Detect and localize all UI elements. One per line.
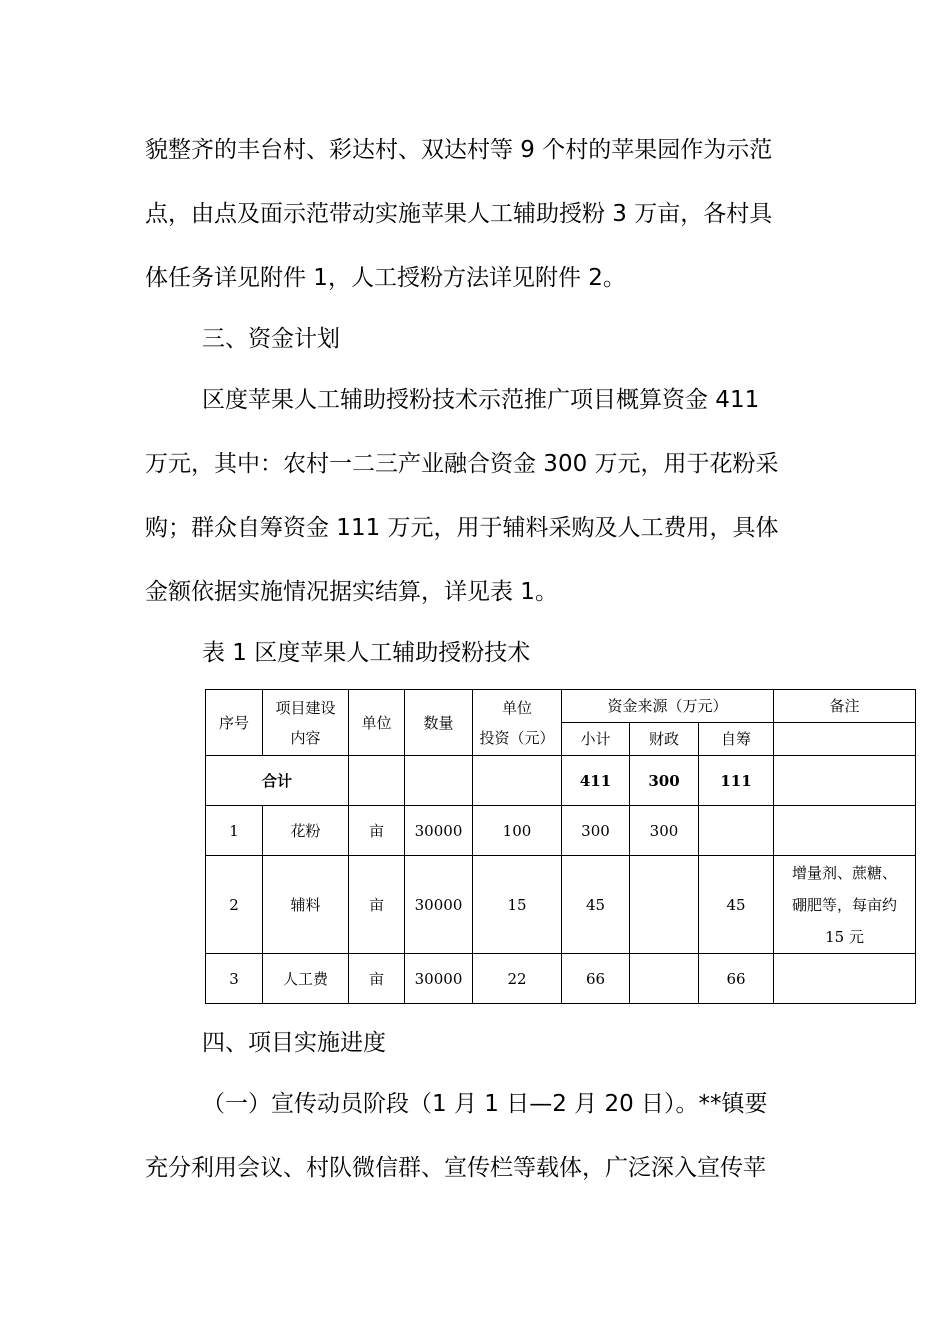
cell-item: 花粉 [263,806,349,856]
paragraph-line: 充分利用会议、村队微信群、宣传栏等载体，广泛深入宣传苹 [145,1155,766,1181]
header-unit-investment-line: 单位 [501,698,532,717]
cell-qty: 30000 [405,856,473,954]
cell-empty [349,756,405,806]
header-item-line: 项目建设 [275,698,336,717]
cell-subtotal: 300 [562,806,630,856]
cell-empty [405,756,473,806]
paragraph-line: 貌整齐的丰台村、彩达村、双达村等 9 个村的苹果园作为示范 [145,137,773,163]
cell-self-raised [699,806,774,856]
header-seq: 序号 [206,690,263,756]
cell-unit: 亩 [349,954,405,1004]
cell-self-raised: 45 [699,856,774,954]
cell-unit: 亩 [349,806,405,856]
total-label: 合计 [206,756,349,806]
header-qty: 数量 [405,690,473,756]
cell-item: 人工费 [263,954,349,1004]
cell-note-line: 15 元 [825,927,864,946]
header-unit-investment-line: 投资（元） [479,728,555,747]
table-row [206,856,916,954]
cell-note [774,856,916,954]
cell-unit-investment: 22 [473,954,562,1004]
cell-subtotal: 66 [562,954,630,1004]
cell-empty [473,756,562,806]
section-heading-schedule: 四、项目实施进度 [202,1030,386,1056]
header-subtotal: 小计 [562,723,630,756]
header-note-empty [774,723,916,756]
cell-subtotal: 45 [562,856,630,954]
paragraph-line: 金额依据实施情况据实结算，详见表 1。 [145,579,558,605]
paragraph-line: 区度苹果人工辅助授粉技术示范推广项目概算资金 411 [202,387,760,413]
cell-finance [630,856,699,954]
header-item-line: 内容 [290,728,321,747]
header-unit-investment [473,690,562,756]
total-self-raised: 111 [699,756,774,806]
paragraph-line: （一）宣传动员阶段（1 月 1 日—2 月 20 日）。**镇要 [202,1091,768,1117]
cell-note-line: 硼肥等，每亩约 [792,895,898,914]
paragraph-line: 购；群众自筹资金 111 万元，用于辅料采购及人工费用，具体 [145,515,779,541]
paragraph-line: 万元，其中：农村一二三产业融合资金 300 万元，用于花粉采 [145,451,779,477]
table-caption: 表 1 区度苹果人工辅助授粉技术 [202,640,531,666]
section-heading-funding-plan: 三、资金计划 [202,326,340,352]
cell-finance [630,954,699,1004]
cell-note [774,806,916,856]
cell-unit-investment: 100 [473,806,562,856]
cell-seq: 3 [206,954,263,1004]
cell-unit-investment: 15 [473,856,562,954]
header-item [263,690,349,756]
table-row [206,806,916,856]
cell-self-raised: 66 [699,954,774,1004]
cell-note-line: 增量剂、蔗糖、 [792,863,898,882]
total-finance: 300 [630,756,699,806]
header-fund-source: 资金来源（万元） [562,690,774,723]
paragraph-line: 点，由点及面示范带动实施苹果人工辅助授粉 3 万亩，各村具 [145,201,773,227]
cell-finance: 300 [630,806,699,856]
cell-seq: 2 [206,856,263,954]
cell-empty [774,756,916,806]
cell-qty: 30000 [405,954,473,1004]
header-note: 备注 [774,690,916,723]
cell-note [774,954,916,1004]
header-self-raised: 自筹 [699,723,774,756]
cell-unit: 亩 [349,856,405,954]
funding-table [205,689,916,1004]
table-row [206,954,916,1004]
header-unit: 单位 [349,690,405,756]
cell-seq: 1 [206,806,263,856]
cell-qty: 30000 [405,806,473,856]
table-row-total [206,756,916,806]
paragraph-line: 体任务详见附件 1，人工授粉方法详见附件 2。 [145,265,626,291]
total-subtotal: 411 [562,756,630,806]
header-finance: 财政 [630,723,699,756]
cell-item: 辅料 [263,856,349,954]
